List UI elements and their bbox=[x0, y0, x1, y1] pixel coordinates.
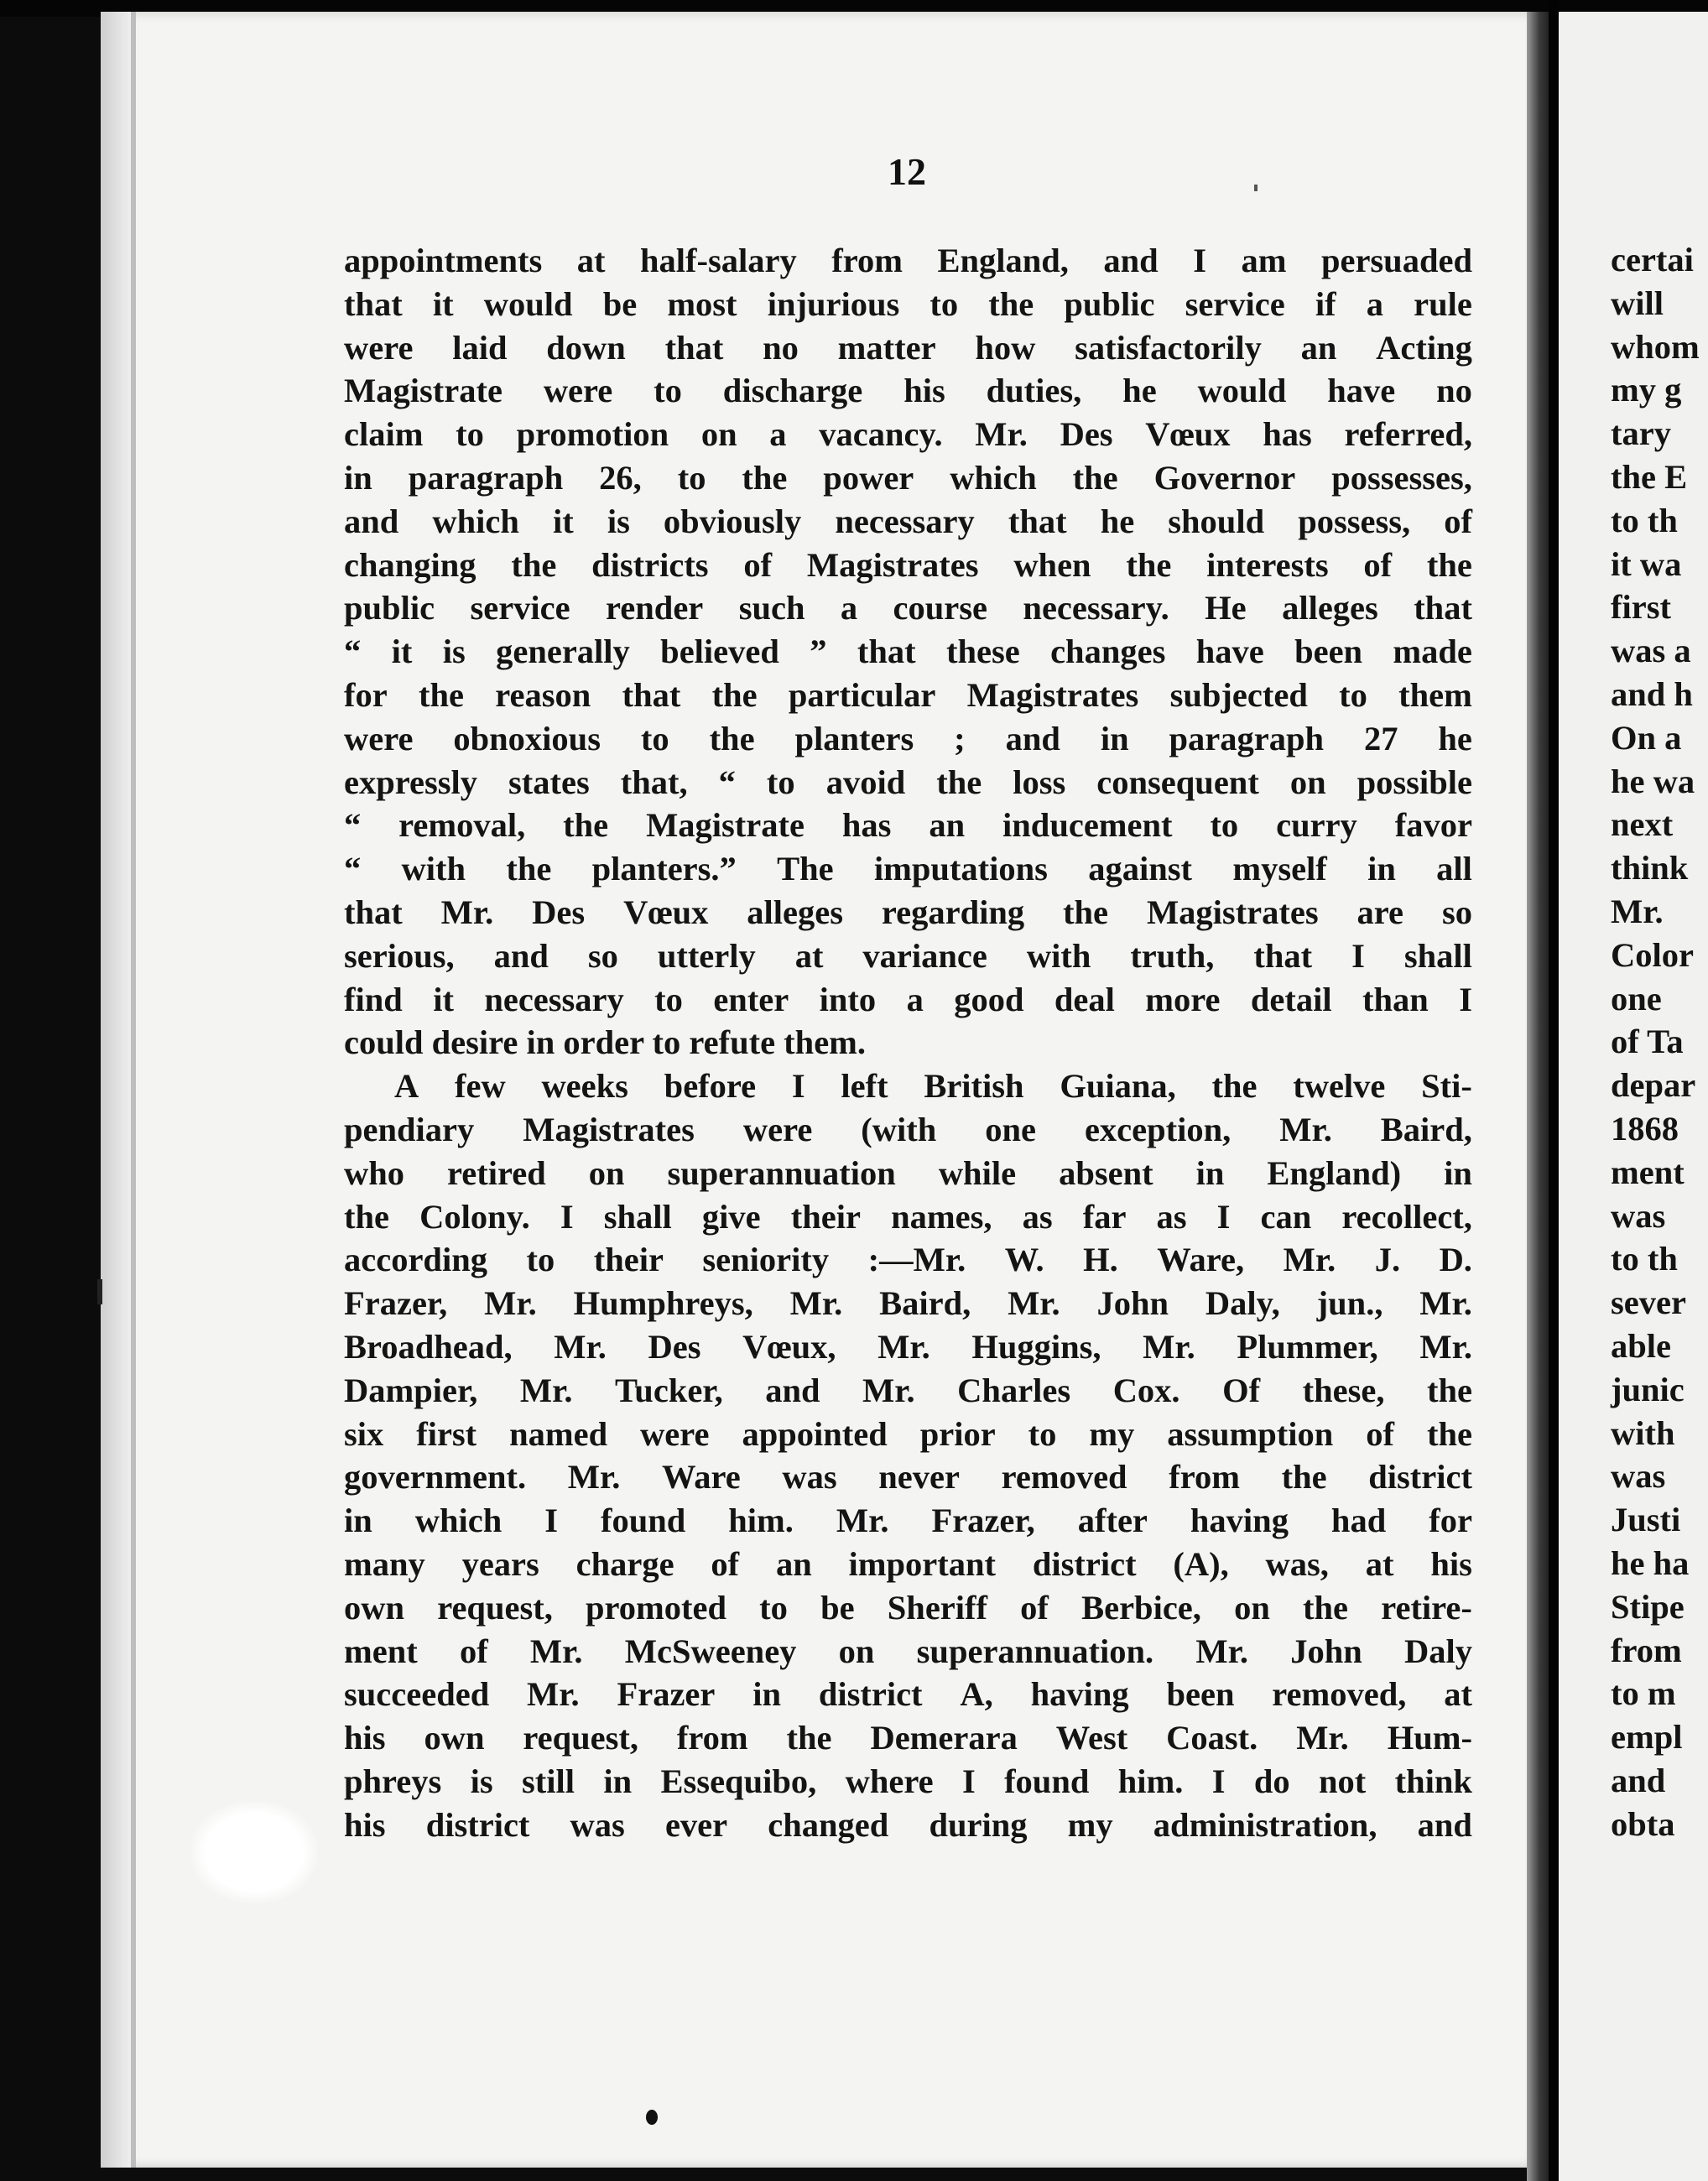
text-fragment: obta bbox=[1611, 1804, 1675, 1843]
text-line: that Mr. Des Vœux alleges regarding the Magistrates are so bbox=[344, 893, 1472, 931]
text-fragment: junic bbox=[1611, 1370, 1685, 1408]
text-fragment: he ha bbox=[1611, 1543, 1690, 1582]
text-fragment: Justi bbox=[1611, 1501, 1681, 1539]
text-line: Dampier, Mr. Tucker, and Mr. Charles Cox. Of these, the bbox=[344, 1371, 1472, 1409]
text-line: for the reason that the particular Magistrates subjected to them bbox=[344, 675, 1472, 714]
margin-mark bbox=[97, 1279, 102, 1304]
text-line: and which it is obviously necessary that he should possess, of bbox=[344, 502, 1472, 540]
text-line: his district was ever changed during my administration, and bbox=[344, 1805, 1472, 1844]
text-fragment: Stipe bbox=[1611, 1587, 1685, 1626]
page-edge bbox=[101, 12, 131, 2168]
text-fragment: ment bbox=[1611, 1153, 1685, 1191]
text-line: that it would be most injurious to the public service if a rule bbox=[344, 284, 1472, 323]
text-fragment: to m bbox=[1611, 1674, 1676, 1713]
text-fragment: with bbox=[1611, 1413, 1675, 1452]
text-line: succeeded Mr. Frazer in district A, having been removed, at bbox=[344, 1675, 1472, 1714]
text-line: were laid down that no matter how satisfactorily an Acting bbox=[344, 328, 1472, 367]
text-line: serious, and so utterly at variance with truth, that I shall bbox=[344, 936, 1472, 975]
text-line: appointments at half-salary from England, and I am persuaded bbox=[344, 242, 1472, 279]
text-fragment: 1868 bbox=[1611, 1109, 1679, 1148]
right-page bbox=[1559, 12, 1708, 2181]
text-line: Frazer, Mr. Humphreys, Mr. Baird, Mr. John Daly, jun., Mr. bbox=[344, 1284, 1472, 1323]
page-number: 12 bbox=[888, 150, 926, 193]
text-line: changing the districts of Magistrates when the interests of the bbox=[344, 545, 1472, 584]
text-line: in which I found him. Mr. Frazer, after having had for bbox=[344, 1502, 1472, 1540]
text-fragment: and h bbox=[1611, 674, 1693, 713]
body-text bbox=[344, 239, 1472, 1846]
ink-speck bbox=[646, 2110, 658, 2125]
text-line: ment of Mr. McSweeney on superannuation. Mr. John Daly bbox=[344, 1632, 1472, 1670]
text-line: public service render such a course necessary. He alleges that bbox=[344, 589, 1472, 627]
text-line: were obnoxious to the planters ; and in paragraph 27 he bbox=[344, 719, 1472, 757]
text-fragment: able bbox=[1611, 1326, 1672, 1365]
right-page-text bbox=[1611, 238, 1700, 1845]
text-line: according to their seniority :—Mr. W. H. Ware, Mr. J. D. bbox=[344, 1241, 1472, 1279]
text-line: phreys is still in Essequibo, where I found him. I do not think bbox=[344, 1762, 1472, 1800]
text-fragment: my g bbox=[1611, 371, 1682, 409]
text-line: government. Mr. Ware was never removed from the district bbox=[344, 1458, 1472, 1497]
text-fragment: it wa bbox=[1611, 544, 1682, 583]
text-line: could desire in order to refute them. bbox=[344, 1023, 867, 1062]
text-fragment: will bbox=[1611, 284, 1664, 322]
text-line: many years charge of an important district (A), was, at his bbox=[344, 1544, 1472, 1583]
text-fragment: depar bbox=[1611, 1066, 1696, 1105]
text-fragment: tary bbox=[1611, 414, 1671, 453]
text-fragment: he wa bbox=[1611, 762, 1695, 800]
text-line: “ with the planters.” The imputations against myself in all bbox=[344, 850, 1472, 888]
page-edge-line bbox=[131, 12, 136, 2168]
text-fragment: the E bbox=[1611, 457, 1688, 496]
text-line: six first named were appointed prior to my assumption of the bbox=[344, 1414, 1472, 1453]
text-line: “ removal, the Magistrate has an inducement to curry favor bbox=[344, 806, 1472, 845]
paper-blemish bbox=[191, 1802, 317, 1903]
text-fragment: certai bbox=[1611, 241, 1694, 278]
text-line: the Colony. I shall give their names, as far as I can recollect, bbox=[344, 1197, 1472, 1236]
text-line: find it necessary to enter into a good deal more detail than I bbox=[344, 980, 1472, 1018]
text-fragment: was bbox=[1611, 1196, 1666, 1235]
text-fragment: first bbox=[1611, 588, 1671, 627]
ink-speck bbox=[1254, 185, 1258, 191]
text-line: Broadhead, Mr. Des Vœux, Mr. Huggins, Mr. Plummer, Mr. bbox=[344, 1327, 1472, 1366]
text-fragment: one bbox=[1611, 979, 1662, 1018]
text-fragment: to th bbox=[1611, 1240, 1678, 1278]
text-fragment: empl bbox=[1611, 1718, 1683, 1757]
text-fragment: was a bbox=[1611, 632, 1691, 670]
text-line: “ it is generally believed ” that these changes have been made bbox=[344, 632, 1472, 671]
text-line: Magistrate were to discharge his duties, he would have no bbox=[344, 372, 1472, 410]
text-fragment: sever bbox=[1611, 1283, 1686, 1322]
text-line: his own request, from the Demerara West Coast. Mr. Hum- bbox=[344, 1719, 1472, 1757]
gutter-shadow bbox=[1549, 0, 1559, 2181]
text-fragment: of Ta bbox=[1611, 1023, 1684, 1061]
text-line: in paragraph 26, to the power which the Governor possesses, bbox=[344, 458, 1472, 497]
text-fragment: Mr. bbox=[1611, 892, 1664, 930]
text-fragment: next bbox=[1611, 805, 1674, 844]
text-line: own request, promoted to be Sheriff of Berbice, on the retire- bbox=[344, 1588, 1472, 1627]
text-fragment: to th bbox=[1611, 501, 1678, 539]
text-line: expressly states that, “ to avoid the loss consequent on possible bbox=[344, 763, 1472, 801]
text-fragment: Color bbox=[1611, 935, 1694, 974]
text-line: pendiary Magistrates were (with one exception, Mr. Baird, bbox=[344, 1110, 1472, 1148]
text-line: who retired on superannuation while absent in England) in bbox=[344, 1153, 1472, 1192]
text-line: claim to promotion on a vacancy. Mr. Des Vœux has referred, bbox=[344, 415, 1472, 454]
text-fragment: whom bbox=[1611, 327, 1700, 366]
text-fragment: and bbox=[1611, 1761, 1666, 1799]
text-fragment: from bbox=[1611, 1631, 1682, 1669]
text-fragment: was bbox=[1611, 1457, 1666, 1496]
paragraph-start-line: A few weeks before I left British Guiana, the twelve Sti- bbox=[394, 1067, 1472, 1106]
text-fragment: On a bbox=[1611, 718, 1682, 757]
text-fragment: think bbox=[1611, 849, 1689, 887]
